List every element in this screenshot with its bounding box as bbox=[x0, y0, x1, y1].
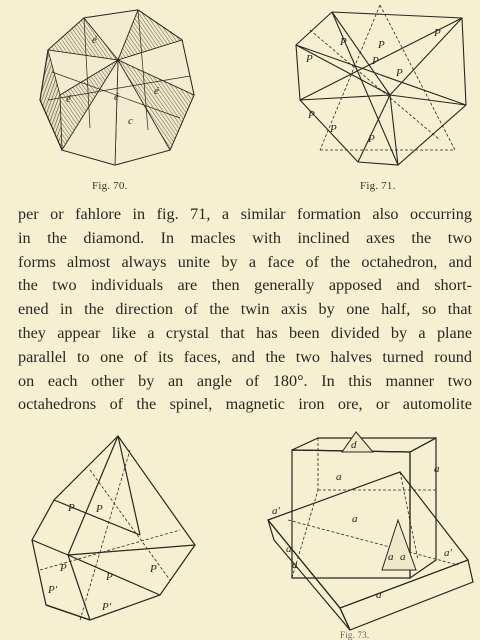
fig72-label: P' bbox=[48, 584, 58, 596]
fig73-label: a bbox=[434, 463, 440, 475]
fig70-label-small: c bbox=[128, 115, 133, 127]
fig73-label: a bbox=[352, 513, 358, 525]
fig71-label: P bbox=[372, 55, 379, 67]
fig72-label: P bbox=[68, 502, 75, 514]
text-line: on each other by an angle of 180°. In this manner two bbox=[18, 371, 472, 390]
fig72-label: P bbox=[60, 562, 67, 574]
fig72-label: P bbox=[150, 563, 157, 575]
figure-73 bbox=[258, 430, 480, 640]
fig73-label: a bbox=[388, 551, 394, 563]
figure-71 bbox=[280, 0, 480, 175]
text-line: they appear like a crystal that has been divided by a plane bbox=[18, 323, 472, 342]
fig73-label: d bbox=[351, 439, 357, 451]
text-line: per or fahlore in fig. 71, a similar formation also occurring bbox=[18, 205, 472, 223]
text-line: ened in the direction of the twin axis by one half, so that bbox=[18, 300, 472, 319]
fig70-label-right: é bbox=[154, 85, 159, 97]
fig70-label-center: é bbox=[114, 91, 119, 103]
fig71-caption: Fig. 71. bbox=[360, 180, 396, 192]
text-line: in the diamond. In macles with inclined axes the two bbox=[18, 228, 472, 247]
fig71-label: P bbox=[434, 27, 441, 39]
fig73-label: a bbox=[336, 471, 342, 483]
fig70-label-left: é bbox=[66, 93, 71, 105]
body-paragraph bbox=[18, 203, 472, 417]
fig72-label: P bbox=[106, 571, 113, 583]
fig73-label: a' bbox=[272, 505, 280, 517]
fig71-label: P bbox=[340, 36, 347, 48]
figure-72 bbox=[20, 430, 210, 635]
fig71-label: P bbox=[308, 109, 315, 121]
fig73-label: a bbox=[286, 543, 292, 555]
fig72-label: P' bbox=[102, 601, 112, 613]
fig73-caption: Fig. 73. bbox=[340, 630, 370, 640]
fig73-label: a bbox=[292, 559, 298, 571]
text-line: the two individuals are then generally apposed and short- bbox=[18, 276, 472, 295]
fig70-caption: Fig. 70. bbox=[92, 180, 128, 192]
fig73-label: a' bbox=[444, 547, 452, 559]
fig71-label: P bbox=[368, 133, 375, 145]
fig71-label: P bbox=[330, 123, 337, 135]
fig71-label: P bbox=[378, 39, 385, 51]
fig73-label: a bbox=[400, 551, 406, 563]
fig73-label: a bbox=[376, 589, 382, 601]
text-line: parallel to one of its faces, and the two halves turned round bbox=[18, 347, 472, 366]
fig71-label: P bbox=[396, 67, 403, 79]
fig71-label: P bbox=[306, 53, 313, 65]
fig72-label: P bbox=[96, 503, 103, 515]
text-line: octahedrons of the spinel, magnetic iron ore, or automolite bbox=[18, 395, 472, 414]
text-line: forms almost always unite by a face of the octahedron, and bbox=[18, 252, 472, 271]
figure-70 bbox=[30, 0, 210, 175]
fig70-label-top: é bbox=[92, 34, 97, 46]
